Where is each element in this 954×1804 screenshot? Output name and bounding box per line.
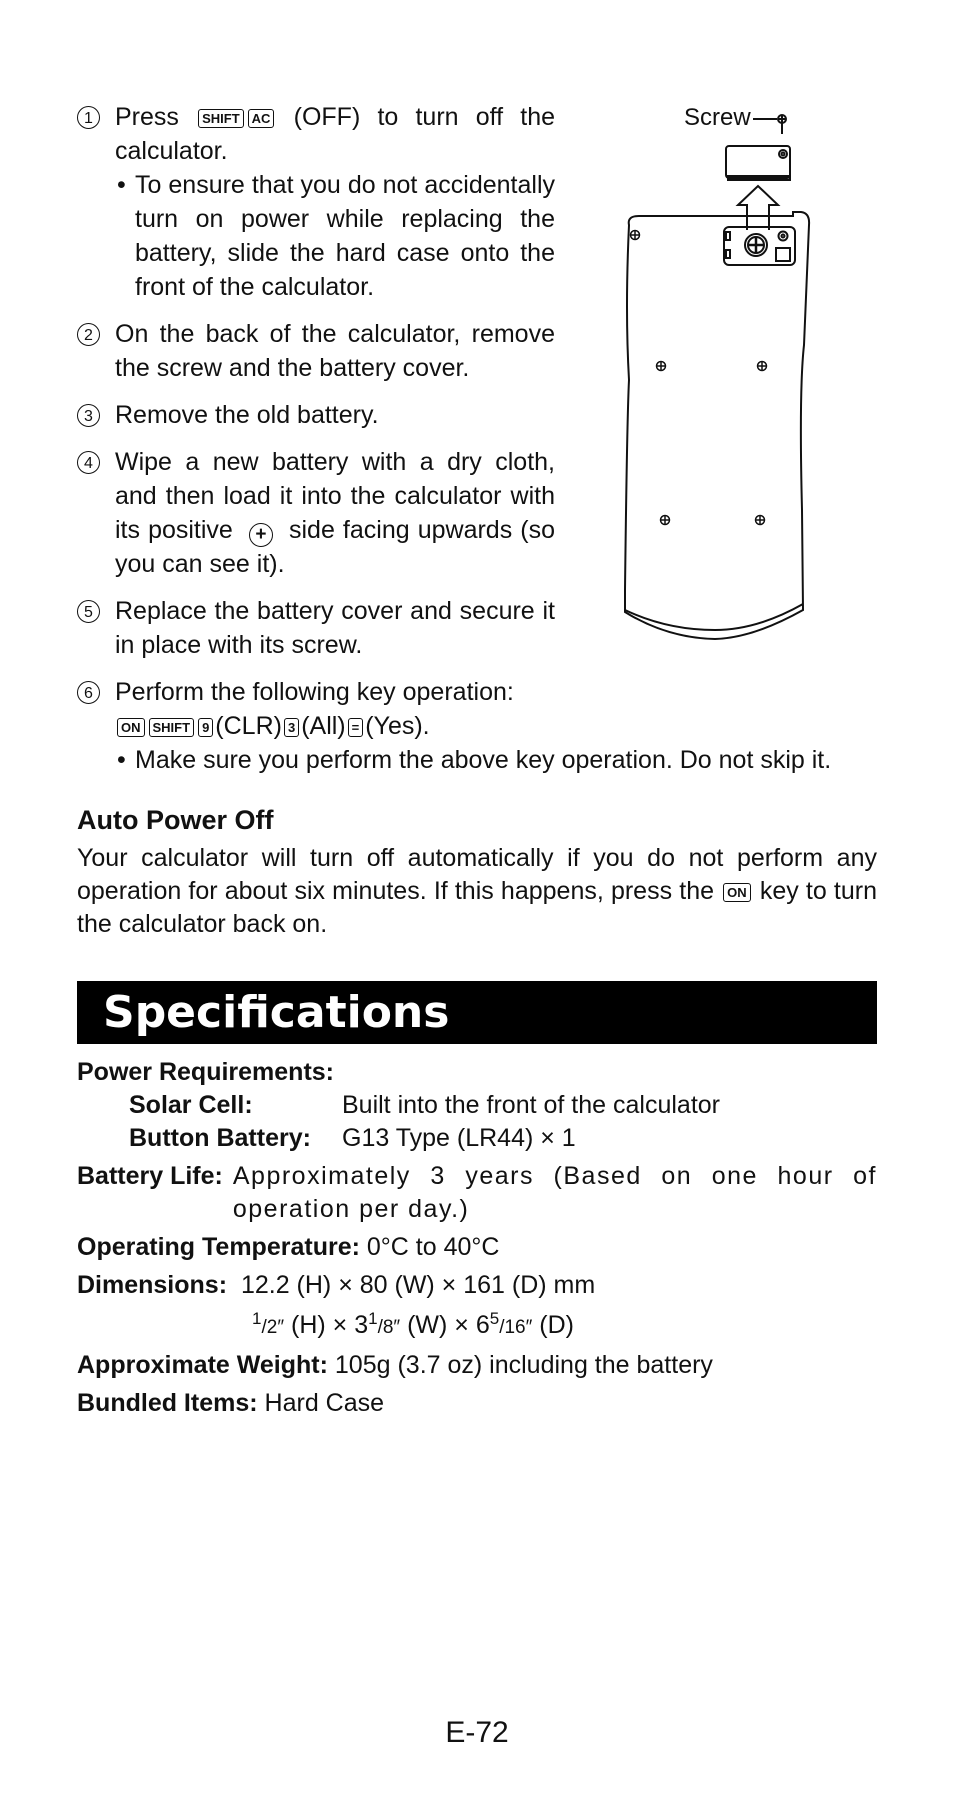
step-1: 1 Press SHIFT AC (OFF) to turn off the calculator. • To ensure that you do not accidentally turn on power while replacing the battery, slide the hard case onto the front of the calculator. [77, 100, 555, 304]
power-requirements: Power Requirements: Solar Cell: Built into the front of the calculator Button Battery: G13 Type (LR44) × 1 [77, 1056, 877, 1155]
manual-page [77, 100, 877, 1425]
page-number: E-72 [445, 1716, 509, 1749]
step-3: 3 Remove the old battery. [77, 398, 555, 432]
step-number: 6 [77, 681, 100, 704]
solar-cell-row: Solar Cell: Built into the front of the calculator [129, 1091, 720, 1119]
shift-key: SHIFT [149, 718, 195, 737]
key-sequence: ON SHIFT 9 (CLR) 3 (All) = (Yes). [115, 709, 877, 743]
step-number: 3 [77, 404, 100, 427]
3-key: 3 [284, 718, 299, 737]
step-6-note: • Make sure you perform the above key operation. Do not skip it. [115, 743, 877, 777]
step-2: 2 On the back of the calculator, remove the screw and the battery cover. [77, 317, 555, 385]
positive-terminal-icon: + [249, 523, 273, 547]
on-key: ON [723, 883, 751, 902]
step-number: 4 [77, 451, 100, 474]
calculator-back-illustration [617, 90, 887, 650]
step-6: 6 Perform the following key operation: ON SHIFT 9 (CLR) 3 (All) = (Yes). • Make sure you perform the above key operation. Do not skip it. [77, 675, 877, 777]
dimensions-inches: $^1$/2″ $(H) \times 3^1/8''$ $(W) \times 6^5/16''$ (D) [252, 1309, 574, 1339]
battery-life-row: Battery Life: Approximately 3 years (Based on one hour of operation per day.) [77, 1162, 877, 1223]
battery-replacement-steps [77, 100, 877, 777]
equals-key: = [348, 718, 364, 737]
button-battery-row: Button Battery: G13 Type (LR44) × 1 [129, 1124, 576, 1152]
bundled-items-row: Bundled Items: Hard Case [77, 1389, 385, 1417]
specifications-heading: Specifications [77, 981, 877, 1044]
approximate-weight-row: Approximate Weight: 105g (3.7 oz) including the battery [77, 1351, 713, 1379]
dimensions-row: Dimensions: 12.2 (H) × 80 (W) × 161 (D) mm $^1$/2″ $(H) \times 3^1/8''$ $(W) \times 6^5/16''$ (D) [77, 1269, 877, 1344]
step-number: 1 [77, 106, 100, 129]
calculator-back-diagram [617, 90, 887, 650]
step-5: 5 Replace the battery cover and secure it in place with its screw. [77, 594, 555, 662]
step-4: 4 Wipe a new battery with a dry cloth, and then load it into the calculator with its positive + side facing upwards (so you can see it). [77, 445, 555, 581]
operating-temperature-row: Operating Temperature: 0°C to 40°C [77, 1233, 500, 1261]
shift-key: SHIFT [198, 109, 244, 128]
step-1-note: • To ensure that you do not accidentally turn on power while replacing the battery, slide the hard case onto the front of the calculator. [115, 168, 555, 304]
ac-key: AC [248, 109, 275, 128]
step-number: 5 [77, 600, 100, 623]
step-number: 2 [77, 323, 100, 346]
9-key: 9 [198, 718, 213, 737]
auto-power-off-text: Your calculator will turn off automatically if you do not perform any operation for about six minutes. If this happens, press the ON key to turn the calculator back on. [77, 844, 877, 938]
screw-label: Screw [684, 104, 751, 131]
auto-power-off-heading: Auto Power Off [77, 805, 274, 835]
specifications-list [77, 1056, 877, 1420]
on-key: ON [117, 718, 145, 737]
